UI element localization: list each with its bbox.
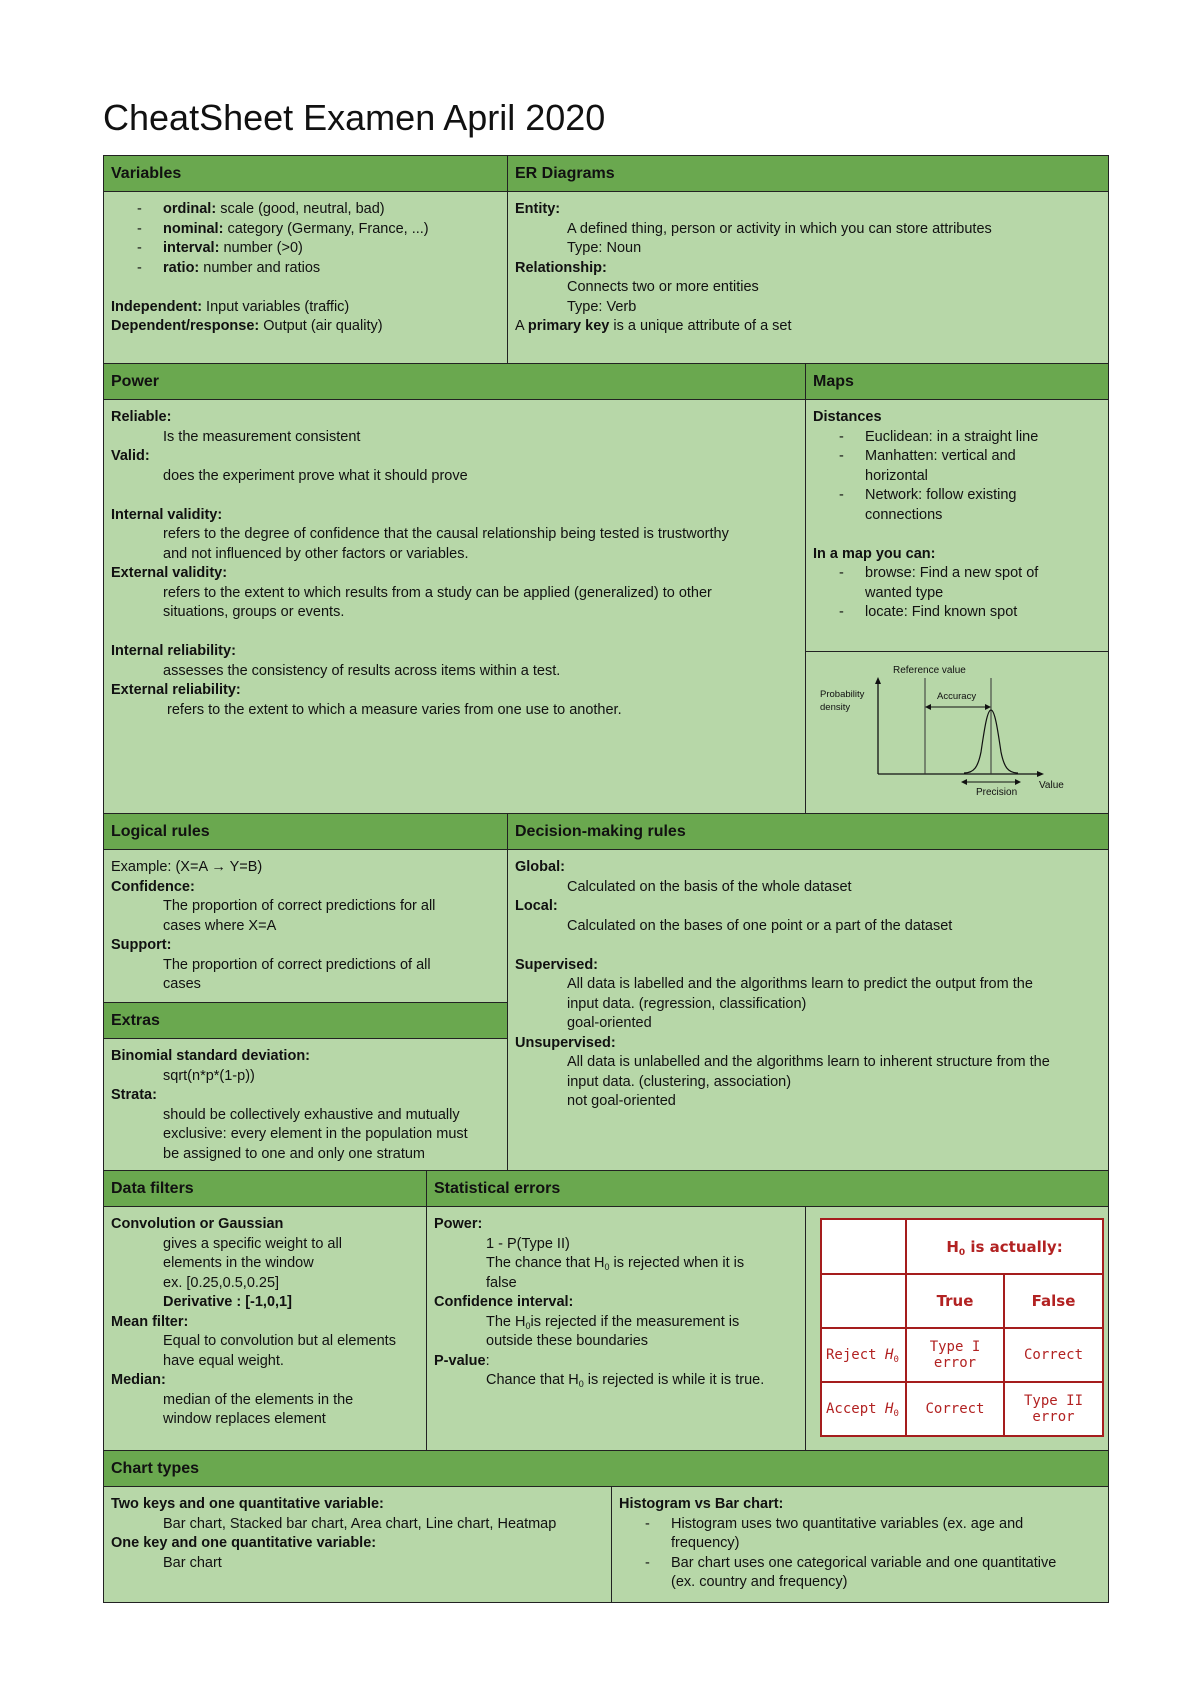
histogram-term: Histogram vs Bar chart: — [619, 1496, 784, 1512]
power-chance-text: The chance that $H_0$ is rejected when it is — [486, 1255, 745, 1272]
supervised-text: input data. (regression, classification) — [567, 995, 807, 1012]
global-text: Calculated on the basis of the whole dataset — [567, 878, 852, 895]
internal-reliability-text: assesses the consistency of results across items within a test. — [163, 662, 561, 679]
map-can-item: - browse: Find a new spot of wanted type — [813, 564, 1102, 603]
independent-variable: Independent: Input variables (traffic) — [111, 298, 350, 315]
entity-type: Type: Noun — [567, 240, 642, 256]
distance-item: - Network: follow existing connections — [813, 486, 1102, 525]
median-text: window replaces element — [163, 1411, 326, 1427]
type-one-error-cell: Type I error — [906, 1328, 1004, 1382]
y-axis-label: Probability — [820, 689, 865, 700]
power-term: Power: — [434, 1216, 483, 1232]
convolution-term: Convolution or Gaussian — [111, 1216, 284, 1232]
support-text: cases — [163, 976, 201, 992]
external-reliability-term: External reliability: — [111, 682, 241, 698]
confidence-term: Confidence: — [111, 878, 195, 895]
internal-validity-text: refers to the degree of confidence that the causal relationship being tested is trustworthy — [163, 526, 729, 542]
data-filters-section — [103, 1170, 427, 1451]
derivative-kernel: Derivative : [-1,0,1] — [163, 1294, 292, 1310]
extras-section — [103, 1002, 508, 1171]
internal-validity-term: Internal validity: — [111, 506, 223, 523]
er-diagrams-header: ER Diagrams — [508, 156, 1108, 192]
relationship-type: Type: Verb — [567, 298, 637, 315]
median-text: median of the elements in the — [163, 1391, 354, 1408]
support-term: Support: — [111, 937, 172, 953]
mean-filter-text: have equal weight. — [163, 1352, 284, 1369]
extras-header: Extras — [104, 1003, 507, 1039]
precision-arrowhead — [961, 779, 967, 785]
histogram-item: - Histogram uses two quantitative variables (ex. age and frequency) — [619, 1515, 1102, 1554]
accuracy-precision-diagram — [806, 652, 1108, 813]
p-value-text: Chance that $H_0$ is rejected is while it is true. — [486, 1372, 765, 1389]
column-false: False — [1004, 1274, 1103, 1328]
unsupervised-text: input data. (clustering, association) — [567, 1073, 792, 1090]
maps-header: Maps — [806, 364, 1108, 400]
mean-filter-text: Equal to convolution but al elements — [163, 1333, 396, 1349]
correct-cell: Correct — [1004, 1328, 1103, 1382]
strata-text: exclusive: every element in the population must — [163, 1126, 468, 1142]
x-axis-label: Value — [1039, 780, 1064, 791]
relationship-term: Relationship: — [515, 259, 607, 276]
one-key-term: One key and one quantitative variable: — [111, 1535, 377, 1551]
chart-types-section — [103, 1450, 1109, 1603]
reference-value-label: Reference value — [893, 665, 966, 676]
confidence-interval-term: Confidence interval: — [434, 1294, 574, 1310]
type-two-error-cell: Type II error — [1004, 1382, 1103, 1436]
valid-term: Valid: — [111, 448, 150, 464]
row-accept: Accept $H_0$ — [821, 1382, 906, 1436]
p-value-term: P-value: — [434, 1352, 490, 1369]
page-title: CheatSheet Examen April 2020 — [103, 97, 606, 138]
reliable-text: Is the measurement consistent — [163, 428, 361, 445]
variable-item: - ordinal: scale (good, neutral, bad) — [111, 200, 501, 220]
logical-rules-section — [103, 813, 508, 1003]
precision-arrowhead — [1015, 779, 1021, 785]
logical-example: Example: (X=A → Y=B) — [111, 859, 263, 875]
binomial-term: Binomial standard deviation: — [111, 1048, 310, 1064]
entity-description: A defined thing, person or activity in which you can store attributes — [567, 220, 992, 237]
variable-item: - interval: number (>0) — [111, 239, 501, 259]
power-header: Power — [104, 364, 805, 400]
confidence-interval-text: The $H_0is$ rejected if the measurement is — [486, 1313, 740, 1331]
power-formula: 1 - P(Type II) — [486, 1235, 570, 1252]
variable-item: - nominal: category (Germany, France, ...) — [111, 220, 501, 240]
binomial-formula: sqrt(n*p*(1-p)) — [163, 1067, 255, 1084]
internal-reliability-term: Internal reliability: — [111, 643, 236, 659]
map-can-term: In a map you can: — [813, 545, 936, 562]
confidence-text: The proportion of correct predictions for all — [163, 898, 436, 914]
x-axis-arrow — [1037, 771, 1044, 777]
power-chance-text: false — [486, 1274, 517, 1291]
strata-text: should be collectively exhaustive and mutually — [163, 1106, 460, 1123]
column-true: True — [906, 1274, 1004, 1328]
accuracy-label: Accuracy — [937, 691, 977, 702]
accuracy-arrowhead — [925, 704, 931, 710]
logical-rules-header: Logical rules — [104, 814, 507, 850]
supervised-text: All data is labelled and the algorithms learn to predict the output from the — [567, 976, 1033, 992]
supervised-text: goal-oriented — [567, 1015, 652, 1031]
correct-cell: Correct — [906, 1382, 1004, 1436]
local-text: Calculated on the bases of one point or a part of the dataset — [567, 917, 953, 934]
external-reliability-text: refers to the extent to which a measure varies from one use to another. — [163, 701, 622, 718]
row-reject: Reject $H_0$ — [821, 1328, 906, 1382]
median-term: Median: — [111, 1372, 166, 1388]
decision-rules-section — [507, 813, 1109, 1171]
convolution-text: gives a specific weight to all — [163, 1235, 342, 1252]
variables-header: Variables — [104, 156, 507, 192]
strata-text: be assigned to one and only one stratum — [163, 1145, 425, 1162]
er-diagrams-section — [507, 155, 1109, 364]
variables-section — [103, 155, 508, 364]
valid-text: does the experiment prove what it should prove — [163, 467, 468, 484]
data-filters-header: Data filters — [104, 1171, 426, 1207]
y-axis-arrow — [875, 677, 881, 684]
confidence-text: cases where X=A — [163, 917, 277, 934]
internal-validity-text: and not influenced by other factors or variables. — [163, 545, 469, 562]
entity-term: Entity: — [515, 201, 561, 217]
distances-term: Distances — [813, 409, 882, 425]
relationship-description: Connects two or more entities — [567, 279, 759, 295]
precision-figure-section — [805, 651, 1109, 814]
external-validity-term: External validity: — [111, 565, 228, 581]
convolution-text: ex. [0.25,0.5,0.25] — [163, 1274, 280, 1291]
table-empty-cell — [821, 1274, 906, 1328]
support-text: The proportion of correct predictions of all — [163, 956, 431, 973]
distance-item: - Euclidean: in a straight line — [813, 428, 1102, 448]
table-title-cell: $H_0$ is actually: — [906, 1219, 1103, 1274]
chart-types-header: Chart types — [104, 1451, 1108, 1487]
convolution-text: elements in the window — [163, 1255, 314, 1271]
histogram-item: - Bar chart uses one categorical variable and one quantitative (ex. country and frequency) — [619, 1554, 1102, 1593]
decision-rules-header: Decision-making rules — [508, 814, 1108, 850]
error-types-table — [820, 1218, 1104, 1437]
confidence-interval-text: outside these boundaries — [486, 1333, 649, 1349]
reliable-term: Reliable: — [111, 409, 172, 425]
unsupervised-term: Unsupervised: — [515, 1034, 616, 1051]
two-keys-term: Two keys and one quantitative variable: — [111, 1496, 384, 1512]
table-corner-cell — [821, 1219, 906, 1274]
precision-label: Precision — [976, 787, 1018, 798]
variable-item: - ratio: number and ratios — [111, 259, 501, 279]
accuracy-arrowhead — [985, 704, 991, 710]
supervised-term: Supervised: — [515, 956, 598, 973]
strata-term: Strata: — [111, 1087, 157, 1103]
one-key-text: Bar chart — [163, 1554, 222, 1571]
map-can-item: - locate: Find known spot — [813, 603, 1102, 623]
power-section — [103, 363, 806, 814]
mean-filter-term: Mean filter: — [111, 1313, 189, 1330]
unsupervised-text: All data is unlabelled and the algorithms learn to inherent structure from the — [567, 1054, 1050, 1070]
dependent-variable: Dependent/response: Output (air quality) — [111, 318, 383, 334]
distance-item: - Manhatten: vertical and horizontal — [813, 447, 1102, 486]
maps-section — [805, 363, 1109, 652]
unsupervised-text: not goal-oriented — [567, 1093, 676, 1109]
local-term: Local: — [515, 898, 558, 914]
two-keys-text: Bar chart, Stacked bar chart, Area chart, Line chart, Heatmap — [163, 1515, 557, 1532]
global-term: Global: — [515, 859, 565, 875]
statistical-errors-header: Statistical errors — [427, 1171, 1108, 1207]
primary-key-note: A primary key is a unique attribute of a set — [515, 318, 792, 334]
external-validity-text: situations, groups or events. — [163, 604, 345, 620]
y-axis-label: density — [820, 702, 851, 713]
external-validity-text: refers to the extent to which results from a study can be applied (generalized) to other — [163, 584, 712, 601]
